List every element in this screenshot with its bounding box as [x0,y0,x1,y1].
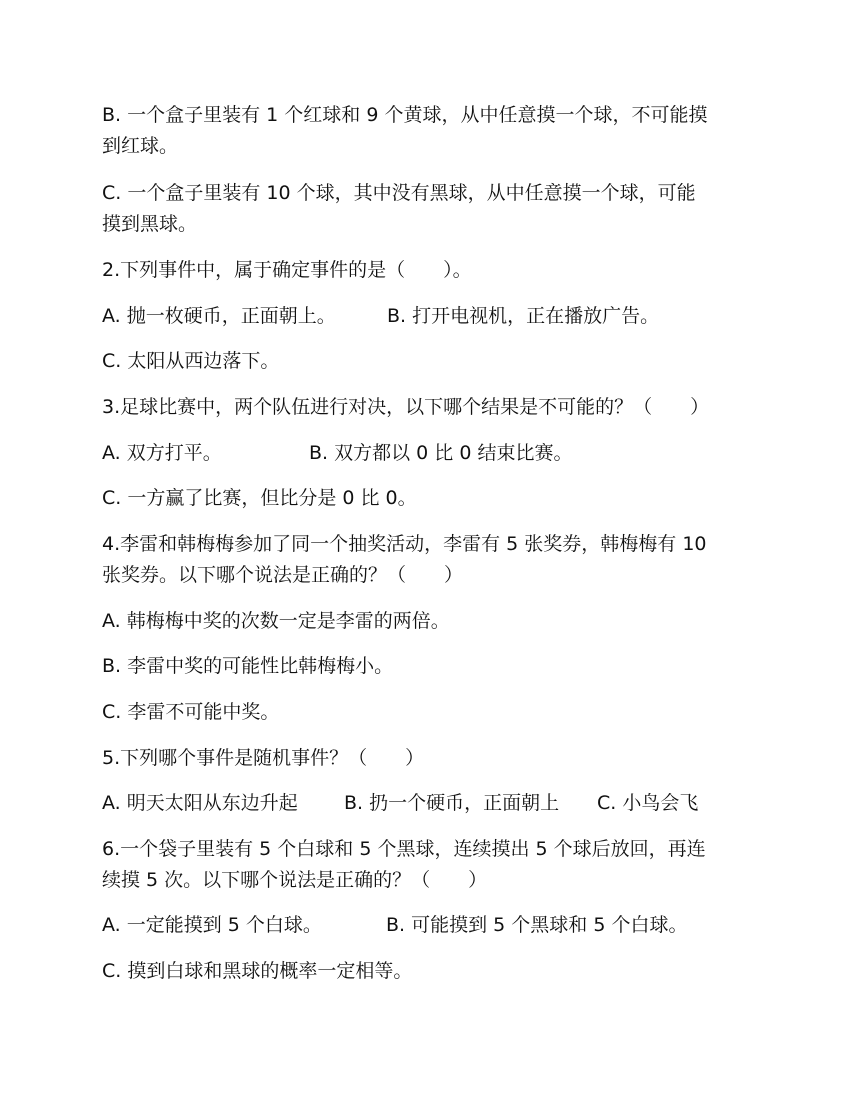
q5-options-row [102,789,802,817]
q6-option-b: B. 可能摸到 5 个黑球和 5 个白球。 [386,914,688,936]
q4-option-b: B. 李雷中奖的可能性比韩梅梅小。 [102,655,394,677]
q4-question-line2: 张奖券。以下哪个说法是正确的？（ ） [102,564,464,586]
q4-question-line1: 4.李雷和韩梅梅参加了同一个抽奖活动，李雷有 5 张奖券，韩梅梅有 10 [102,533,707,555]
q5-option-c: C. 小鸟会飞 [597,792,699,814]
q6-options-row [102,911,802,939]
q2-option-c: C. 太阳从西边落下。 [102,350,280,372]
q3-question: 3.足球比赛中，两个队伍进行对决，以下哪个结果是不可能的？（ ） [102,396,710,418]
q5-option-a: A. 明天太阳从东边升起 [102,792,298,814]
q4-option-a: A. 韩梅梅中奖的次数一定是李雷的两倍。 [102,610,450,632]
q3-option-b: B. 双方都以 0 比 0 结束比赛。 [309,442,573,464]
q1-option-b-line1: B. 一个盒子里装有 1 个红球和 9 个黄球，从中任意摸一个球，不可能摸 [102,104,708,126]
q2-question: 2.下列事件中，属于确定事件的是（ ）。 [102,259,472,281]
q5-question: 5.下列哪个事件是随机事件？（ ） [102,747,425,769]
q3-option-a: A. 双方打平。 [102,442,222,464]
q3-option-c: C. 一方赢了比赛，但比分是 0 比 0。 [102,487,417,509]
q6-question-line2: 续摸 5 次。以下哪个说法是正确的？（ ） [102,869,488,891]
q4-option-c: C. 李雷不可能中奖。 [102,701,280,723]
q2-options-row [102,302,802,330]
q1-option-b-line2: 到红球。 [102,135,179,157]
q1-option-c-line1: C. 一个盒子里装有 10 个球，其中没有黑球，从中任意摸一个球，可能 [102,182,696,204]
q6-question-line1: 6.一个袋子里装有 5 个白球和 5 个黑球，连续摸出 5 个球后放回，再连 [102,838,706,860]
q2-option-a: A. 抛一枚硬币，正面朝上。 [102,305,336,327]
q6-option-a: A. 一定能摸到 5 个白球。 [102,914,322,936]
q6-option-c: C. 摸到白球和黑球的概率一定相等。 [102,960,413,982]
q5-option-b: B. 扔一个硬币，正面朝上 [344,792,560,814]
q1-option-c-line2: 摸到黑球。 [102,213,198,235]
q3-options-row [102,439,802,467]
q2-option-b: B. 打开电视机，正在播放广告。 [387,305,660,327]
